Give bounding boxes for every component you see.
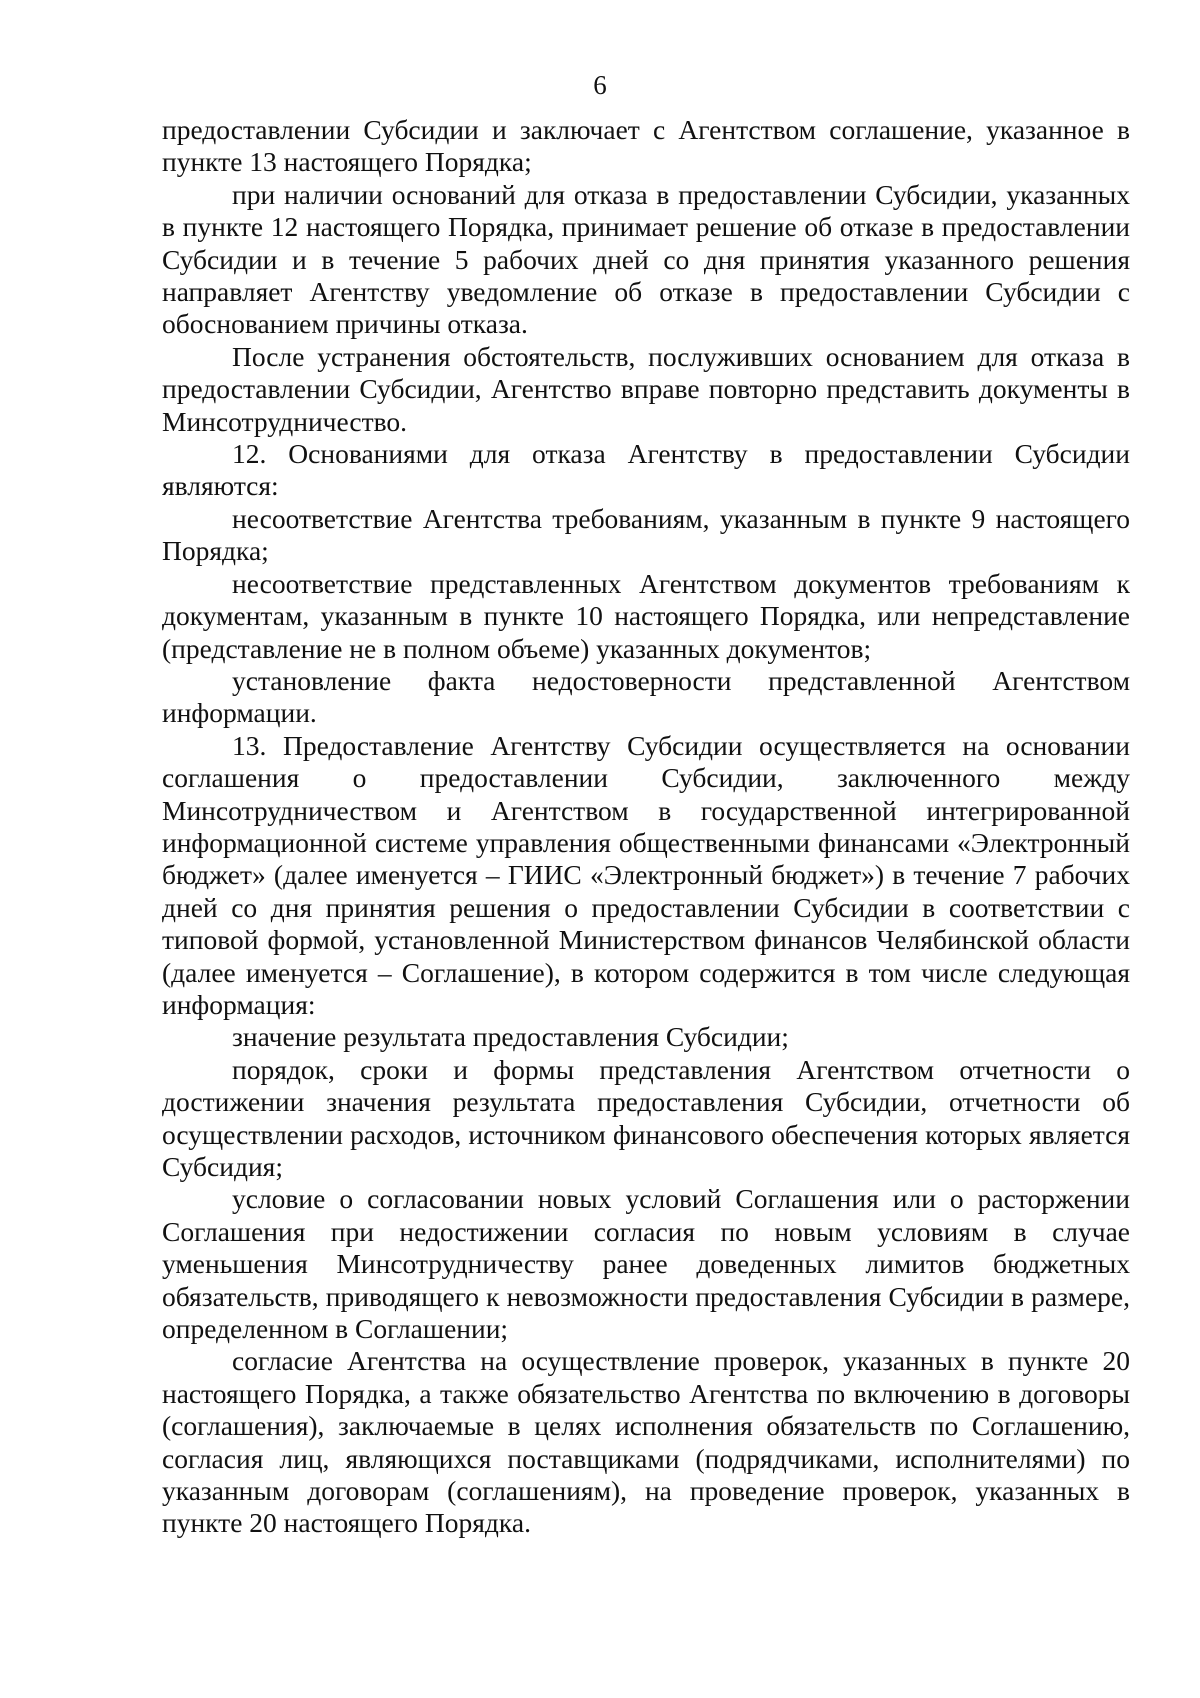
paragraph-new-conditions: условие о согласовании новых условий Соглашения или о расторжении Соглашения при недостижении согласия по новым условиям в случае уменьшения Минсотрудничеству ранее доведенных лимитов бюджетных обязательств, приводящего к невозможности предоставления Субсидии в размере, определенном в Соглашении;: [162, 1183, 1130, 1345]
document-body: [162, 114, 1130, 1540]
paragraph-item-12: 12. Основаниями для отказа Агентству в предоставлении Субсидии являются:: [162, 438, 1130, 502]
paragraph-ground-requirements: несоответствие Агентства требованиям, указанным в пункте 9 настоящего Порядка;: [162, 502, 1130, 567]
paragraph-result-value: значение результата предоставления Субсидии;: [232, 1021, 789, 1053]
paragraph-ground-unreliable-info: установление факта недостоверности представленной Агентством информации.: [162, 664, 1130, 729]
paragraph-item-13: 13. Предоставление Агентству Субсидии осуществляется на основании соглашения о предоставлении Субсидии, заключенного между Минсотрудничеством и Агентством в государственной интегрированной информационной системе управления общественными финансами «Электронный бюджет» (далее именуется – ГИИС «Электронный бюджет») в течение 7 рабочих дней со дня принятия решения о предоставлении Субсидии в соответствии с типовой формой, установленной Министерством финансов Челябинской области (далее именуется – Соглашение), в котором содержится в том числе следующая информация:: [162, 729, 1130, 1020]
paragraph-refusal-decision: при наличии оснований для отказа в предоставлении Субсидии, указанных в пункте 12 настоящего Порядка, принимает решение об отказе в предоставлении Субсидии и в течение 5 рабочих дней со дня принятия указанного решения направляет Агентству уведомление об отказе в предоставлении Субсидии с обоснованием причины отказа.: [162, 178, 1130, 340]
page-number: 6: [593, 70, 607, 100]
paragraph-inspections-consent: согласие Агентства на осуществление проверок, указанных в пункте 20 настоящего Порядка, а также обязательство Агентства по включению в договоры (соглашения), заключаемые в целях исполнения обязательств по Соглашению, согласия лиц, являющихся поставщиками (подрядчиками, исполнителями) по указанным договорам (соглашениям), на проведение проверок, указанных в пункте 20 настоящего Порядка.: [162, 1345, 1130, 1539]
paragraph-resubmission: После устранения обстоятельств, послуживших основанием для отказа в предоставлении Субсидии, Агентство вправе повторно представить документы в Минсотрудничество.: [162, 340, 1130, 437]
paragraph-continuation: предоставлении Субсидии и заключает с Агентством соглашение, указанное в пункте 13 настоящего Порядка;: [162, 114, 1130, 178]
paragraph-reporting: порядок, сроки и формы представления Агентством отчетности о достижении значения результата предоставления Субсидии, отчетности об осуществлении расходов, источником финансового обеспечения которых является Субсидия;: [162, 1053, 1130, 1182]
paragraph-ground-documents: несоответствие представленных Агентством документов требованиям к документам, указанным в пункте 10 настоящего Порядка, или непредставление (представление не в полном объеме) указанных документов;: [162, 567, 1130, 664]
